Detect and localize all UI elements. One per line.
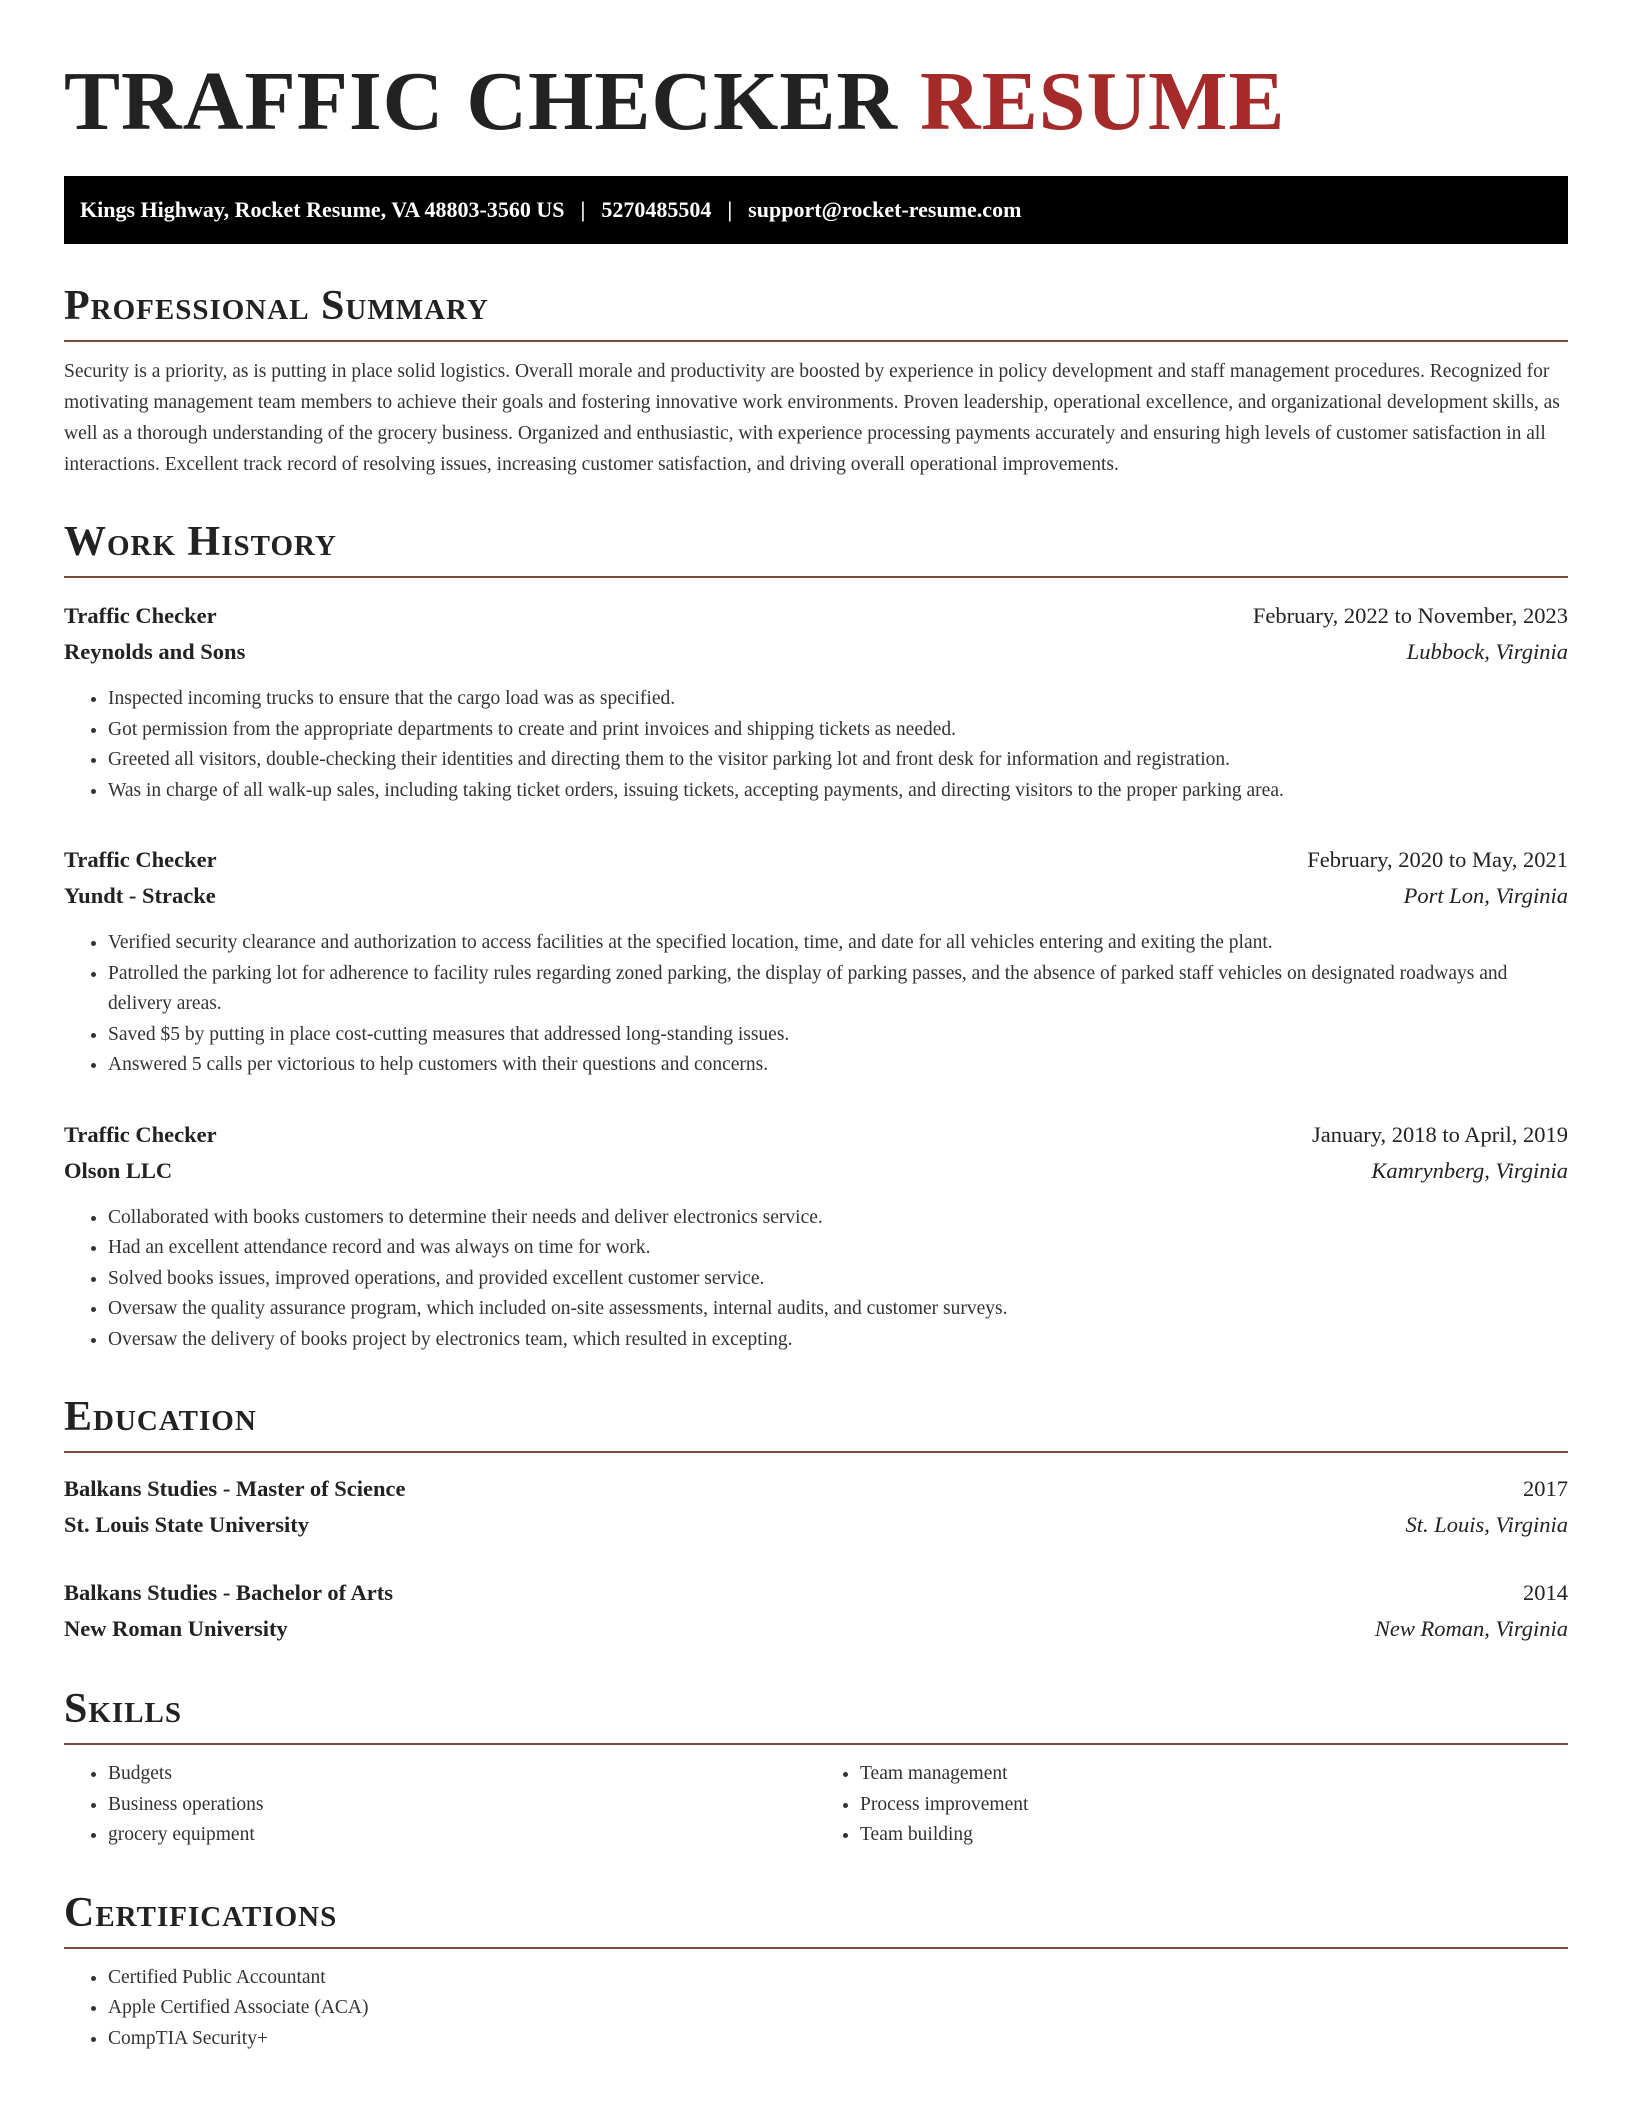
education-entry <box>64 1471 1568 1543</box>
job-role: Traffic Checker <box>64 847 217 872</box>
education-year: 2014 <box>1523 1580 1568 1605</box>
education-school: St. Louis State University <box>64 1512 310 1537</box>
education-heading: Education <box>64 1391 1568 1453</box>
job-dates: January, 2018 to April, 2019 <box>1311 1121 1568 1147</box>
work-history-section <box>64 516 1568 1355</box>
job-header-row <box>64 1117 1568 1153</box>
list-item: • Got permission from the appropriate departments to create and print invoices and shipping tickets as needed. <box>108 715 1568 746</box>
education-location: New Roman, Virginia <box>1374 1616 1568 1641</box>
job-location: Kamrynberg, Virginia <box>1371 1157 1568 1183</box>
job-role: Traffic Checker <box>64 603 217 628</box>
contact-separator: | <box>580 197 586 222</box>
certifications-list <box>64 1963 1568 2055</box>
education-school-row <box>64 1507 1568 1543</box>
job-location: Lubbock, Virginia <box>1406 639 1568 664</box>
contact-bar <box>64 176 1568 244</box>
list-item: • Oversaw the quality assurance program, which included on-site assessments, internal audits, and customer surveys. <box>108 1294 1568 1325</box>
education-school-row <box>64 1611 1568 1647</box>
list-item: • Certified Public Accountant <box>108 1963 1568 1994</box>
summary-text: Security is a priority, as is putting in place solid logistics. Overall morale and productivity are boosted by experience in policy development and staff management procedures. Recognized for motivating management team members to achieve their goals and fostering innovative work environments. Proven leadership, operational excellence, and organizational development skills, as well as a thorough understanding of the grocery business. Organized and enthusiastic, with experience processing payments accurately and ensuring high levels of customer satisfaction in all interactions. Excellent track record of resolving issues, increasing customer satisfaction, and driving overall operational improvements. <box>64 361 1560 475</box>
list-item: • Verified security clearance and authorization to access facilities at the specified location, time, and date for all vehicles entering and exiting the plant. <box>108 928 1568 959</box>
job-role: Traffic Checker <box>64 1121 217 1147</box>
job-company-row <box>64 1153 1568 1189</box>
list-item: • Inspected incoming trucks to ensure that the cargo load was as specified. <box>108 684 1568 715</box>
job-company-row <box>64 878 1568 914</box>
list-item: • Saved $5 by putting in place cost-cutting measures that addressed long-standing issues. <box>108 1020 1568 1051</box>
job-location: Port Lon, Virginia <box>1403 883 1568 908</box>
summary-section <box>64 280 1568 480</box>
contact-address: Kings Highway, Rocket Resume, VA 48803-3560 US <box>80 197 565 222</box>
skills-section <box>64 1683 1568 1851</box>
education-location: St. Louis, Virginia <box>1405 1512 1568 1537</box>
list-item: • Answered 5 calls per victorious to help customers with their questions and concerns. <box>108 1050 1568 1081</box>
education-degree-row <box>64 1575 1568 1611</box>
job-bullets <box>64 1203 1568 1356</box>
job-company-row <box>64 634 1568 670</box>
list-item: • CompTIA Security+ <box>108 2024 1568 2055</box>
certifications-heading: Certifications <box>64 1887 1568 1949</box>
title-accent: RESUME <box>920 55 1286 148</box>
skills-list-right <box>816 1759 1568 1851</box>
title-main: TRAFFIC CHECKER <box>64 55 899 148</box>
skills-heading: Skills <box>64 1683 1568 1745</box>
resume-title <box>64 52 1568 152</box>
work-history-heading: Work History <box>64 516 1568 578</box>
job-entry <box>64 842 1568 1081</box>
contact-phone: 5270485504 <box>601 197 712 222</box>
skills-list-left <box>64 1759 816 1851</box>
job-bullets <box>64 928 1568 1081</box>
list-item: • Was in charge of all walk-up sales, including taking ticket orders, issuing tickets, accepting payments, and directing visitors to the proper parking area. <box>108 776 1568 807</box>
contact-email: support@rocket-resume.com <box>748 197 1022 222</box>
job-bullets <box>64 684 1568 806</box>
list-item: • Patrolled the parking lot for adherence to facility rules regarding zoned parking, the display of parking passes, and the absence of parked staff vehicles on designated roadways and delivery areas. <box>108 959 1568 1020</box>
job-company: Reynolds and Sons <box>64 639 246 664</box>
list-item: • Had an excellent attendance record and was always on time for work. <box>108 1233 1568 1264</box>
job-dates: February, 2022 to November, 2023 <box>1252 603 1568 628</box>
list-item: • Greeted all visitors, double-checking their identities and directing them to the visitor parking lot and front desk for information and registration. <box>108 745 1568 776</box>
list-item: • Budgets <box>108 1759 816 1790</box>
education-degree-row <box>64 1471 1568 1507</box>
summary-heading: Professional Summary <box>64 280 1568 342</box>
list-item: • Apple Certified Associate (ACA) <box>108 1993 1568 2024</box>
list-item: • grocery equipment <box>108 1820 816 1851</box>
list-item: • Team building <box>860 1820 1568 1851</box>
education-degree: Balkans Studies - Master of Science <box>64 1476 406 1501</box>
education-degree: Balkans Studies - Bachelor of Arts <box>64 1580 393 1605</box>
job-company: Yundt - Stracke <box>64 883 216 908</box>
list-item: • Collaborated with books customers to determine their needs and deliver electronics service. <box>108 1203 1568 1234</box>
list-item: • Solved books issues, improved operations, and provided excellent customer service. <box>108 1264 1568 1295</box>
education-school: New Roman University <box>64 1616 288 1641</box>
job-header-row <box>64 598 1568 634</box>
job-entry <box>64 1117 1568 1356</box>
list-item: • Process improvement <box>860 1790 1568 1821</box>
job-company: Olson LLC <box>64 1157 173 1183</box>
job-entry <box>64 598 1568 806</box>
education-entry <box>64 1575 1568 1647</box>
list-item: • Team management <box>860 1759 1568 1790</box>
contact-separator: | <box>727 197 733 222</box>
list-item: • Business operations <box>108 1790 816 1821</box>
certifications-section <box>64 1887 1568 2055</box>
education-section <box>64 1391 1568 1647</box>
education-year: 2017 <box>1523 1476 1568 1501</box>
list-item: • Oversaw the delivery of books project by electronics team, which resulted in excepting. <box>108 1325 1568 1356</box>
job-dates: February, 2020 to May, 2021 <box>1307 847 1568 872</box>
job-header-row <box>64 842 1568 878</box>
skills-grid <box>64 1759 1568 1851</box>
